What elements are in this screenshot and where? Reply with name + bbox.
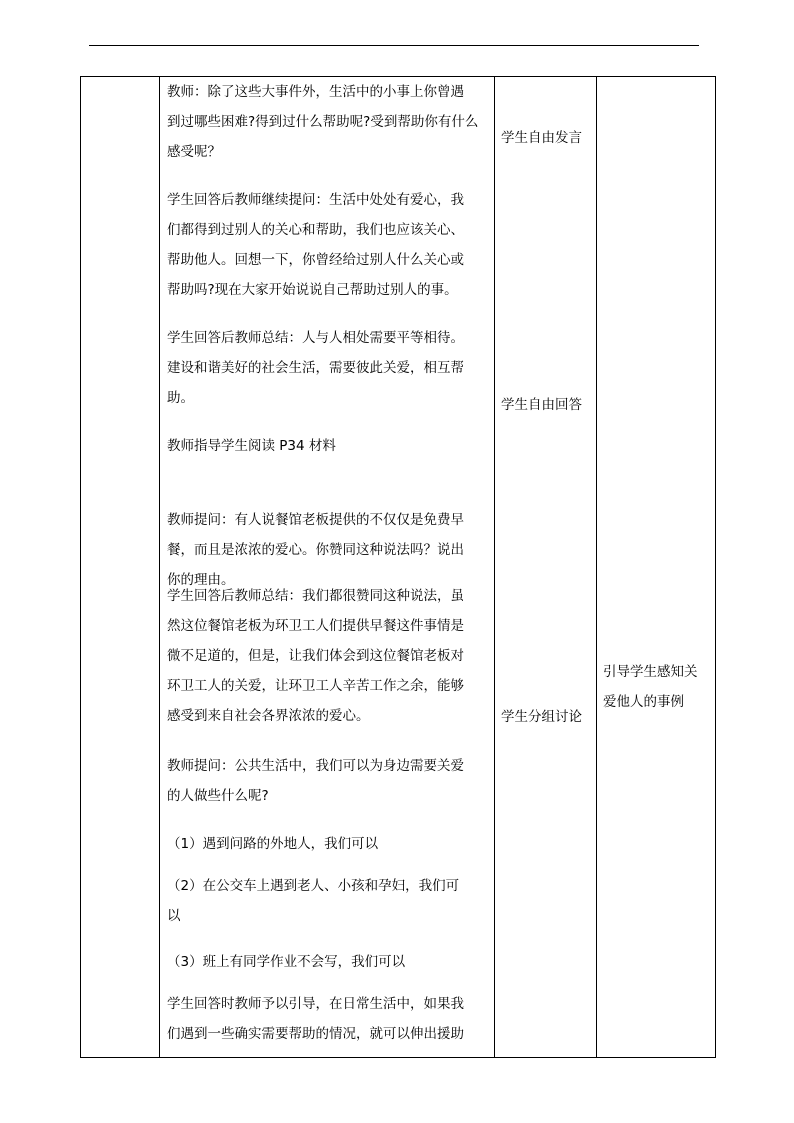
activity-paragraph: 学生回答后教师总结：人与人相处需要平等相待。 建设和谐美好的社会生活，需要彼此关爱，相互帮 助。 [167,330,464,406]
activity-paragraph: （2）在公交车上遇到老人、小孩和孕妇，我们可 以 [167,878,460,924]
activity-paragraph: （1）遇到问路的外地人，我们可以 [167,836,379,852]
student-activity-note: 学生自由发言 [501,130,582,146]
activity-paragraph: 教师提问：公共生活中，我们可以为身边需要关爱 的人做些什么呢? [167,758,464,804]
design-intent-note: 引导学生感知关 爱他人的事例 [603,664,698,710]
table-row [81,77,716,1058]
student-activity-note: 学生分组讨论 [501,709,582,725]
stage-cell [81,77,160,1058]
teaching-activity-cell [160,77,495,1058]
activity-paragraph: 学生回答后教师继续提问：生活中处处有爱心，我 们都得到过别人的关心和帮助，我们也应该关心、 帮助他人。回想一下，你曾经给过别人什么关心或 帮助吗?现在大家开始说说自己帮助过别人的事。 [167,192,464,298]
student-activity-note: 学生自由回答 [501,397,582,413]
activity-paragraph: 教师：除了这些大事件外，生活中的小事上你曾遇 到过哪些困难?得到过什么帮助呢?受到帮助你有什么 感受呢？ [167,84,479,160]
activity-paragraph: （3）班上有同学作业不会写，我们可以 [167,954,406,970]
activity-paragraph: 教师提问：有人说餐馆老板提供的不仅仅是免费早 餐，而且是浓浓的爱心。你赞同这种说法吗？说出 你的理由。 [167,512,464,588]
activity-paragraph: 教师指导学生阅读 P34 材料 [167,438,336,454]
activity-paragraph: 学生回答时教师予以引导，在日常生活中，如果我 们遇到一些确实需要帮助的情况，就可以伸出援助 [167,996,464,1042]
design-intent-cell [597,77,716,1058]
header-rule [89,45,699,46]
activity-paragraph: 学生回答后教师总结：我们都很赞同这种说法，虽 然这位餐馆老板为环卫工人们提供早餐这件事情是 微不足道的，但是，让我们体会到这位餐馆老板对 环卫工人的关爱，让环卫工人辛苦工作之余，能够 感受到来自社会各界浓浓的爱心。 [167,588,464,724]
student-activity-cell [495,77,597,1058]
lesson-plan-table [80,76,716,1058]
